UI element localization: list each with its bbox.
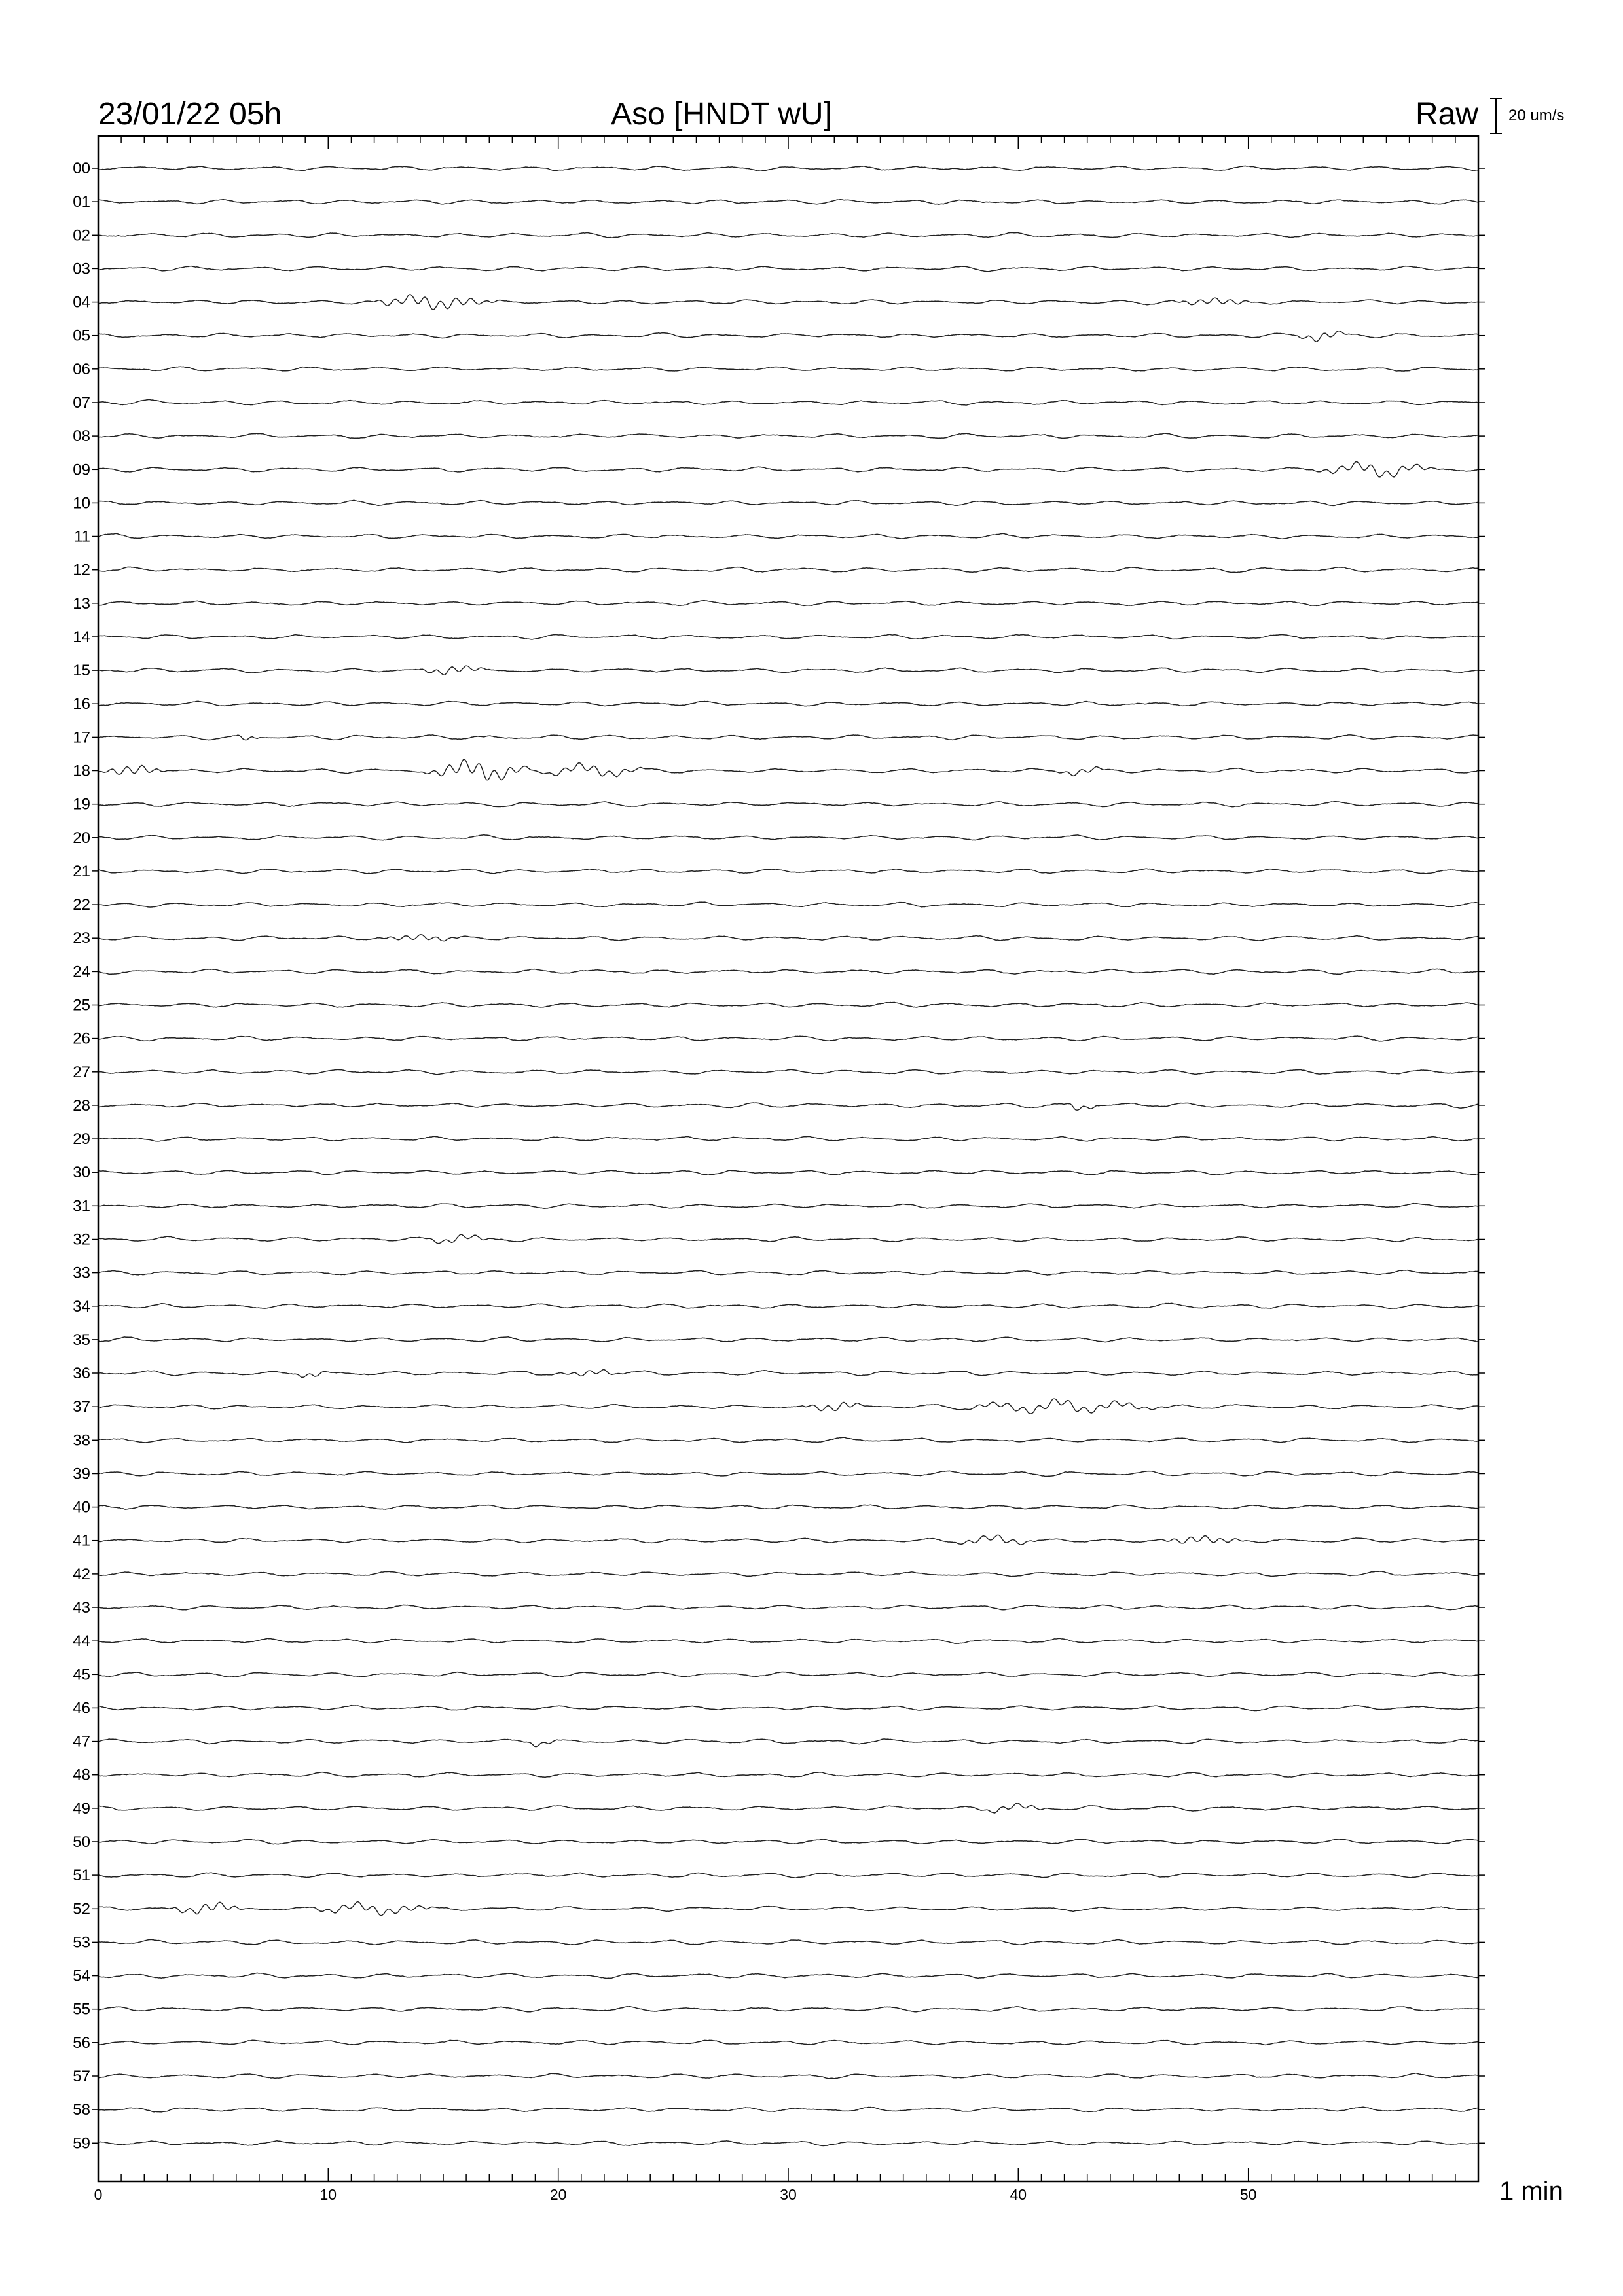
row-label-10: 10 <box>73 494 90 512</box>
row-label-44: 44 <box>73 1632 90 1651</box>
row-label-47: 47 <box>73 1732 90 1751</box>
row-label-46: 46 <box>73 1699 90 1717</box>
row-label-48: 48 <box>73 1766 90 1784</box>
row-label-39: 39 <box>73 1465 90 1483</box>
row-label-37: 37 <box>73 1398 90 1416</box>
chart-title: Aso [HNDT wU] <box>611 97 832 132</box>
row-label-05: 05 <box>73 327 90 345</box>
row-label-06: 06 <box>73 360 90 378</box>
x-tick-label-30: 30 <box>780 2186 797 2203</box>
row-label-57: 57 <box>73 2068 90 2085</box>
row-label-33: 33 <box>73 1264 90 1282</box>
row-label-58: 58 <box>73 2101 90 2119</box>
row-label-45: 45 <box>73 1666 90 1684</box>
row-label-54: 54 <box>73 1967 90 1985</box>
row-label-27: 27 <box>73 1063 90 1081</box>
row-label-01: 01 <box>73 193 90 211</box>
x-tick-label-40: 40 <box>1010 2186 1027 2203</box>
row-label-52: 52 <box>73 1900 90 1918</box>
row-label-34: 34 <box>73 1297 90 1316</box>
x-axis-unit-label: 1 min <box>1499 2177 1563 2206</box>
row-label-07: 07 <box>73 394 90 412</box>
row-label-25: 25 <box>73 996 90 1014</box>
row-label-26: 26 <box>73 1030 90 1048</box>
row-label-23: 23 <box>73 929 90 948</box>
row-label-00: 00 <box>73 160 90 177</box>
row-label-15: 15 <box>73 662 90 680</box>
row-label-17: 17 <box>73 728 90 747</box>
row-label-08: 08 <box>73 427 90 446</box>
row-label-28: 28 <box>73 1096 90 1115</box>
row-label-11: 11 <box>74 528 90 546</box>
row-label-24: 24 <box>73 963 90 981</box>
x-tick-label-50: 50 <box>1239 2186 1257 2203</box>
row-label-43: 43 <box>73 1599 90 1617</box>
row-label-16: 16 <box>73 695 90 713</box>
x-tick-label-10: 10 <box>319 2186 337 2203</box>
row-label-35: 35 <box>73 1331 90 1349</box>
x-tick-label-20: 20 <box>549 2186 567 2203</box>
row-label-14: 14 <box>73 628 90 646</box>
row-label-29: 29 <box>73 1130 90 1149</box>
row-label-38: 38 <box>73 1431 90 1450</box>
row-label-12: 12 <box>73 561 90 579</box>
row-label-22: 22 <box>73 896 90 914</box>
row-label-30: 30 <box>73 1164 90 1182</box>
row-label-13: 13 <box>73 594 90 613</box>
header-datetime: 23/01/22 05h <box>98 97 282 132</box>
row-label-40: 40 <box>73 1498 90 1516</box>
row-label-04: 04 <box>73 293 90 312</box>
row-label-31: 31 <box>73 1197 90 1215</box>
row-label-09: 09 <box>73 461 90 479</box>
row-label-02: 02 <box>73 226 90 245</box>
row-label-20: 20 <box>73 829 90 847</box>
row-label-21: 21 <box>73 862 90 880</box>
row-label-36: 36 <box>73 1365 90 1382</box>
scale-bar-label: 20 um/s <box>1508 107 1565 124</box>
row-label-50: 50 <box>73 1833 90 1851</box>
row-label-18: 18 <box>73 762 90 780</box>
x-tick-label-0: 0 <box>94 2186 103 2203</box>
filter-mode-label: Raw <box>1415 97 1478 132</box>
row-label-56: 56 <box>73 2034 90 2052</box>
row-label-19: 19 <box>73 795 90 814</box>
row-label-03: 03 <box>73 260 90 278</box>
row-label-51: 51 <box>73 1867 90 1885</box>
row-label-42: 42 <box>73 1565 90 1583</box>
row-label-59: 59 <box>73 2134 90 2153</box>
row-label-49: 49 <box>73 1799 90 1818</box>
row-label-41: 41 <box>73 1532 90 1550</box>
row-label-53: 53 <box>73 1933 90 1952</box>
row-label-32: 32 <box>73 1230 90 1249</box>
row-label-55: 55 <box>73 2000 90 2018</box>
